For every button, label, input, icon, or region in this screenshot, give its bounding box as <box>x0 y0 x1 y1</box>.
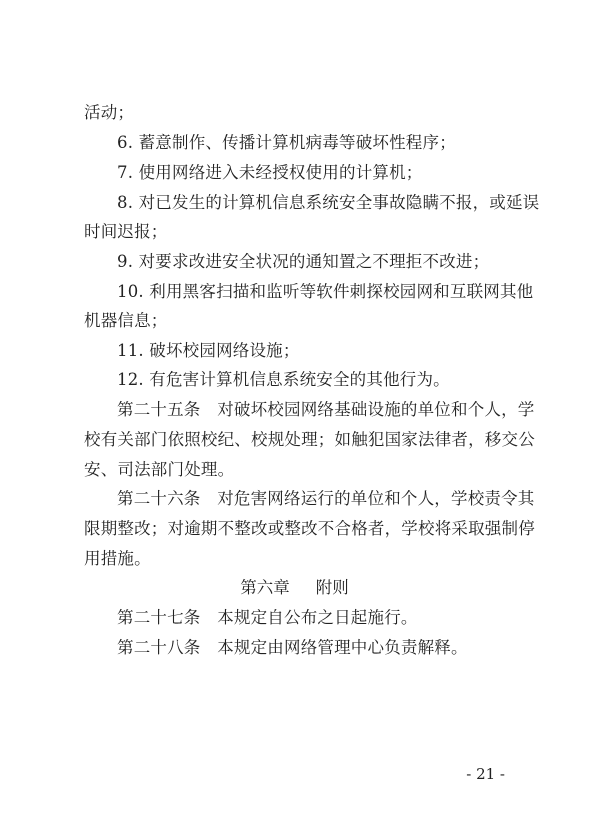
text-line: 第二十五条 对破坏校园网络基础设施的单位和个人，学 <box>117 400 535 419</box>
text-line: 机器信息； <box>84 311 168 330</box>
text-line: 10. 利用黑客扫描和监听等软件刺探校园网和互联网其他 <box>117 282 534 301</box>
text-line: 限期整改；对逾期不整改或整改不合格者，学校将采取强制停 <box>84 519 535 538</box>
chapter-number: 第六章 <box>240 578 290 597</box>
chapter-title: 附则 <box>315 578 349 597</box>
text-line: 9. 对要求改进安全状况的通知置之不理拒不改进； <box>117 252 490 271</box>
text-line: 8. 对已发生的计算机信息系统安全事故隐瞒不报，或延误 <box>117 193 540 212</box>
text-line: 11. 破坏校园网络设施； <box>117 341 300 360</box>
text-line: 时间迟报； <box>84 222 168 241</box>
text-line: 12. 有危害计算机信息系统安全的其他行为。 <box>117 370 450 389</box>
text-line: 第二十六条 对危害网络运行的单位和个人，学校责令其 <box>117 489 535 508</box>
text-line: 第二十八条 本规定由网络管理中心负责解释。 <box>117 638 468 657</box>
text-line: 第二十七条 本规定自公布之日起施行。 <box>117 608 418 627</box>
text-line: 7. 使用网络进入未经授权使用的计算机； <box>117 163 423 182</box>
text-line: 校有关部门依照校纪、校规处理；如触犯国家法律者，移交公 <box>84 430 535 449</box>
chapter-heading <box>0 578 589 598</box>
page-number: - 21 - <box>466 765 505 783</box>
text-line: 用措施。 <box>84 549 151 568</box>
text-line: 活动； <box>84 103 135 122</box>
text-line: 6. 蓄意制作、传播计算机病毒等破坏性程序； <box>117 133 456 152</box>
text-line: 安、司法部门处理。 <box>84 460 235 479</box>
